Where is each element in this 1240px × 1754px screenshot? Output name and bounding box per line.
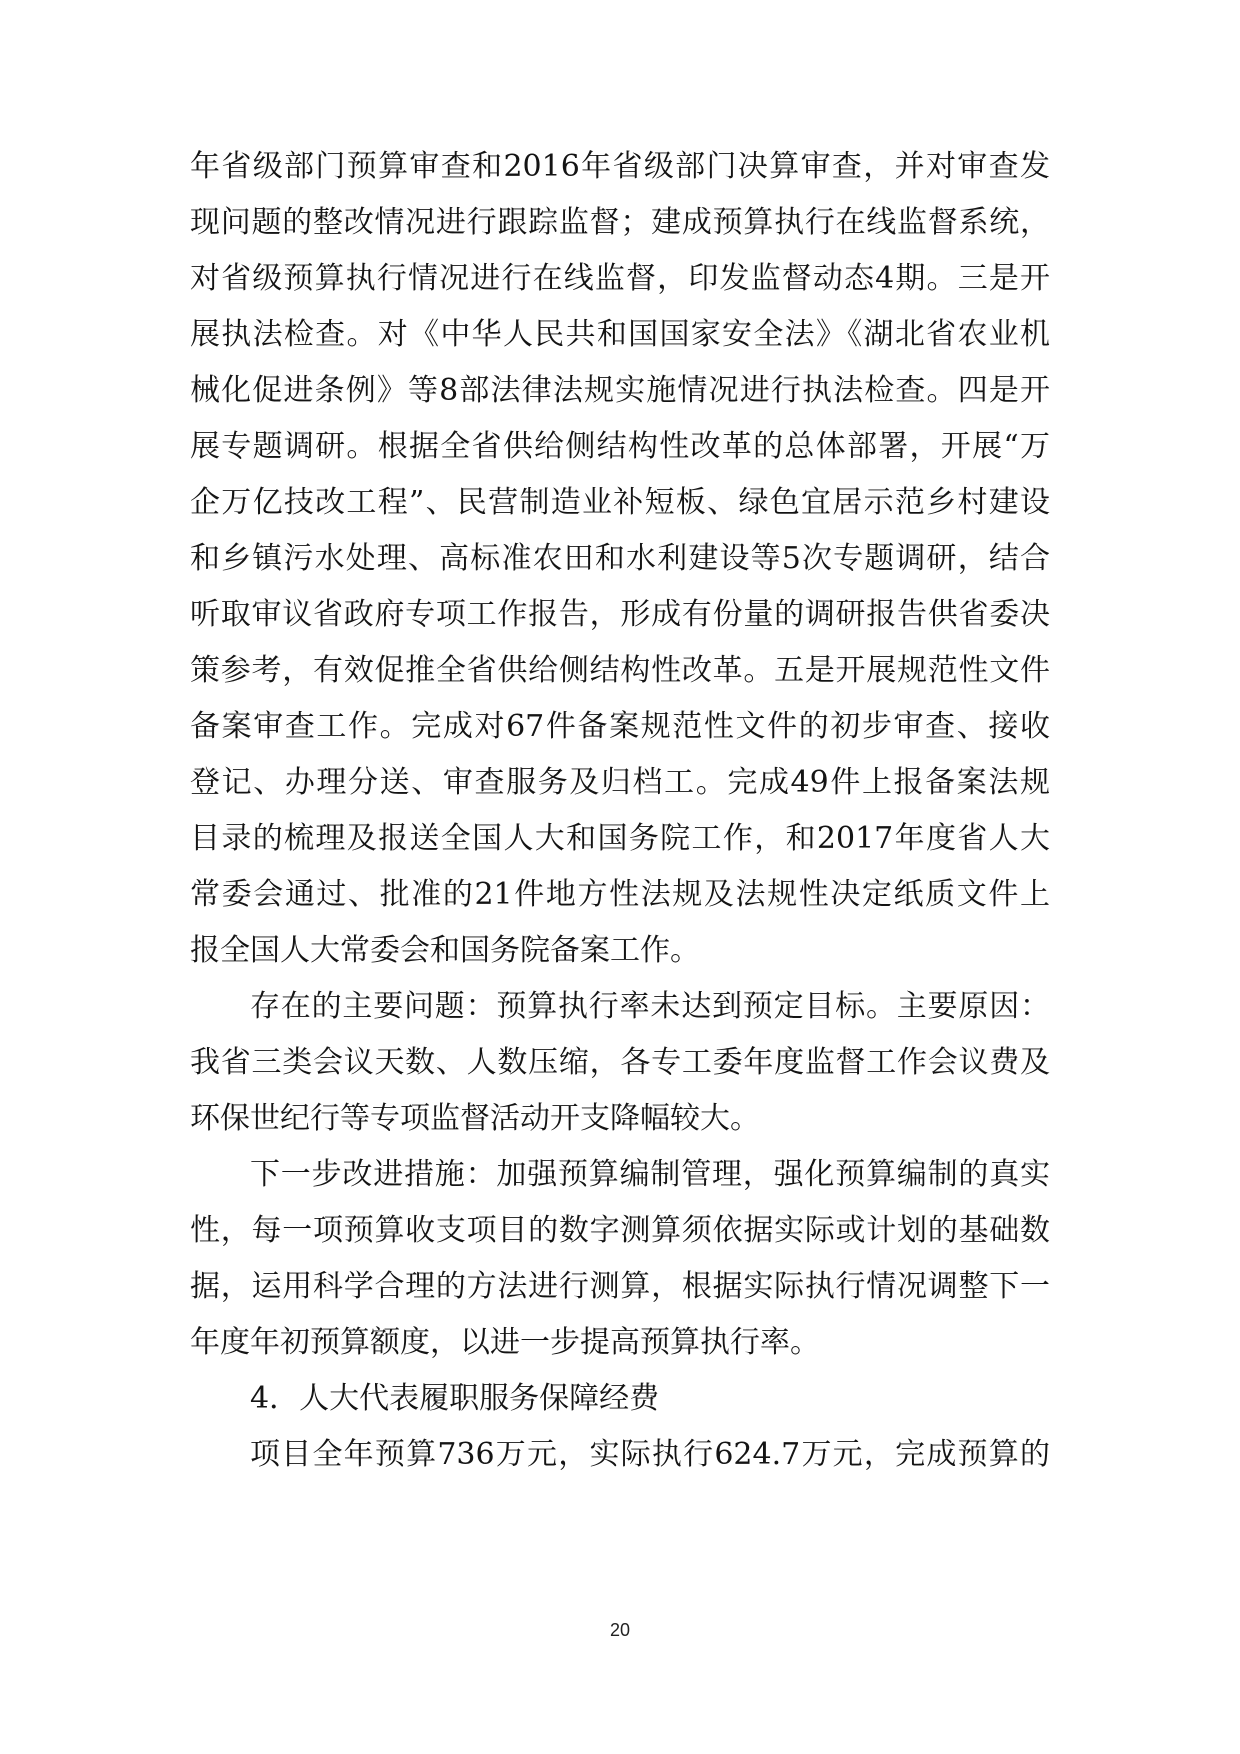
text-line: 登记、办理分送、审查服务及归档工。完成49件上报备案法规 bbox=[190, 765, 1050, 800]
text-line: 械化促进条例》等8部法律法规实施情况进行执法检查。四是开 bbox=[190, 373, 1050, 408]
text-line: 项目全年预算736万元，实际执行624.7万元，完成预算的 bbox=[250, 1437, 1050, 1472]
text-line: 常委会通过、批准的21件地方性法规及法规性决定纸质文件上 bbox=[190, 877, 1050, 912]
text-line: 下一步改进措施：加强预算编制管理，强化预算编制的真实 bbox=[250, 1157, 1050, 1192]
text-line: 存在的主要问题：预算执行率未达到预定目标。主要原因： bbox=[250, 989, 1050, 1024]
text-line: 听取审议省政府专项工作报告，形成有份量的调研报告供省委决 bbox=[190, 597, 1050, 632]
text-line: 年度年初预算额度，以进一步提高预算执行率。 bbox=[190, 1325, 820, 1360]
text-line: 对省级预算执行情况进行在线监督，印发监督动态4期。三是开 bbox=[190, 261, 1050, 296]
text-line: 报全国人大常委会和国务院备案工作。 bbox=[190, 933, 700, 968]
text-line: 性，每一项预算收支项目的数字测算须依据实际或计划的基础数 bbox=[190, 1213, 1050, 1248]
text-line: 目录的梳理及报送全国人大和国务院工作，和2017年度省人大 bbox=[190, 821, 1050, 856]
text-line: 年省级部门预算审查和2016年省级部门决算审查，并对审查发 bbox=[190, 149, 1050, 184]
page-number: 20 bbox=[609, 1620, 631, 1640]
text-line: 环保世纪行等专项监督活动开支降幅较大。 bbox=[190, 1101, 760, 1136]
text-line: 我省三类会议天数、人数压缩，各专工委年度监督工作会议费及 bbox=[190, 1045, 1050, 1080]
text-line: 策参考，有效促推全省供给侧结构性改革。五是开展规范性文件 bbox=[190, 653, 1050, 688]
text-line: 和乡镇污水处理、高标准农田和水利建设等5次专题调研，结合 bbox=[190, 541, 1050, 576]
section-heading: 4．人大代表履职服务保障经费 bbox=[250, 1381, 660, 1416]
text-line: 展专题调研。根据全省供给侧结构性改革的总体部署，开展“万 bbox=[190, 429, 1050, 464]
text-line: 据，运用科学合理的方法进行测算，根据实际执行情况调整下一 bbox=[190, 1269, 1050, 1304]
text-line: 企万亿技改工程”、民营制造业补短板、绿色宜居示范乡村建设 bbox=[190, 485, 1050, 520]
text-line: 现问题的整改情况进行跟踪监督；建成预算执行在线监督系统， bbox=[190, 205, 1050, 240]
text-line: 展执法检查。对《中华人民共和国国家安全法》《湖北省农业机 bbox=[190, 317, 1050, 352]
text-line: 备案审查工作。完成对67件备案规范性文件的初步审查、接收 bbox=[190, 709, 1050, 744]
